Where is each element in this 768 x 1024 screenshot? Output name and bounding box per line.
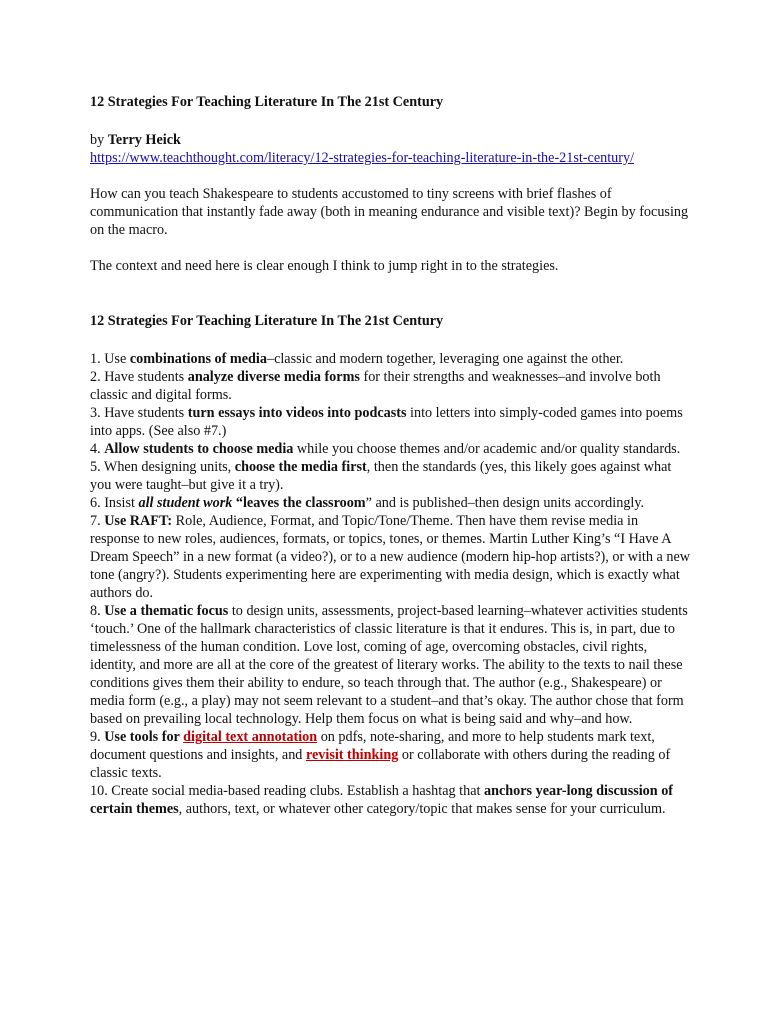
item-text: 7. [90, 513, 105, 529]
item-text: into letters into simply-coded games into poems into apps. (See also #7.) [90, 405, 683, 439]
intro-paragraph-2: The context and need here is clear enough I think to jump right in to the strategies. [90, 258, 559, 274]
list-item [90, 728, 690, 782]
strategy-list [90, 350, 690, 818]
item-text: 3. Have students [90, 405, 188, 421]
item-text: –classic and modern together, leveraging one against the other. [266, 351, 624, 367]
list-item [90, 782, 690, 818]
source-link-line [90, 149, 690, 167]
item-text: 5. When designing units, [90, 459, 235, 475]
item-text: 9. [90, 729, 105, 745]
item-text: , authors, text, or whatever other category/topic that makes sense for your curriculum. [178, 801, 666, 817]
item-bold: combinations of media [129, 351, 267, 367]
item-text: ” and is published–then design units accordingly. [365, 495, 645, 511]
item-bold: anchors year-long discussion of certain themes [90, 783, 674, 817]
item-text: 2. Have students [90, 369, 188, 385]
item-bold: Use a thematic focus [104, 603, 229, 619]
intro-paragraph-1: How can you teach Shakespeare to students accustomed to tiny screens with brief flashes of communication that instantly fade away (both in meaning endurance and visible text)? Begin by focusing on the macro. [90, 186, 689, 238]
item-bold: Allow students to choose media [104, 441, 294, 457]
item-text: on pdfs, note-sharing, and more to help students mark text, document questions and insights, and [90, 729, 655, 763]
list-item [90, 350, 690, 368]
document-title: 12 Strategies For Teaching Literature In The 21st Century [90, 94, 444, 110]
item-bold: choose the media first [234, 459, 367, 475]
item-bold: “leaves the classroom [232, 495, 366, 511]
item-text: to design units, assessments, project-based learning–whatever activities students ‘touch.’ One of the hallmark characteristics of classic literature is that it endures. This is, in part, due to timelessness of the human condition. Love lost, coming of age, overcoming obstacles, civil rights, identity, and more are all at the core of the greatest of literary works. The ability to the texts to nail these conditions gives them their ability to endure, so teach through that. The author (e.g., Shakespeare) or media form (e.g., a play) may not seem relevant to a student–and that’s okay. The author chose that form based on prevailing local technology. Help them focus on what is being said and why–and how. [90, 603, 688, 727]
list-item [90, 512, 690, 602]
item-text: , then the standards (yes, this likely goes against what you were taught–but give it a try). [90, 459, 672, 493]
list-item [90, 458, 690, 494]
item-bold: Use tools for [104, 729, 184, 745]
author-name: Terry Heick [107, 132, 181, 148]
item-text: 10. Create social media-based reading clubs. Establish a hashtag that [90, 783, 484, 799]
item-text: while you choose themes and/or academic and/or quality standards. [293, 441, 681, 457]
item-text: 4. [90, 441, 105, 457]
section-title: 12 Strategies For Teaching Literature In The 21st Century [90, 313, 444, 329]
byline [90, 131, 690, 149]
item-bold: analyze diverse media forms [187, 369, 360, 385]
list-item [90, 404, 690, 440]
item-text: 1. Use [90, 351, 130, 367]
item-text: Role, Audience, Format, and Topic/Tone/Theme. Then have them revise media in response to new roles, audiences, formats, or topics, tones, or themes. Martin Luther King’s “I Have A Dream Speech” in a new format (a video?), or to a new audience (modern hip-hop artists?), or with a new tone (angry?). Students experimenting here are experimenting with media design, which is exactly what authors do. [90, 513, 690, 601]
list-item [90, 368, 690, 404]
list-item [90, 440, 690, 458]
source-url-link[interactable]: https://www.teachthought.com/literacy/12-strategies-for-teaching-literature-in-the-21st-century/ [90, 150, 635, 166]
item-text: for their strengths and weaknesses–and involve both classic and digital forms. [90, 369, 661, 403]
document-body [90, 93, 690, 818]
item-bold-italic: all student work [138, 495, 233, 511]
item-text: 6. Insist [90, 495, 139, 511]
revisit-thinking-link[interactable]: revisit thinking [305, 747, 399, 763]
item-text: 8. [90, 603, 105, 619]
item-bold: Use RAFT: [104, 513, 173, 529]
list-item [90, 494, 690, 512]
digital-text-annotation-link[interactable]: digital text annotation [183, 729, 318, 745]
item-text: or collaborate with others during the reading of classic texts. [90, 747, 671, 781]
byline-prefix: by [90, 132, 108, 148]
item-bold: turn essays into videos into podcasts [187, 405, 407, 421]
list-item [90, 602, 690, 728]
